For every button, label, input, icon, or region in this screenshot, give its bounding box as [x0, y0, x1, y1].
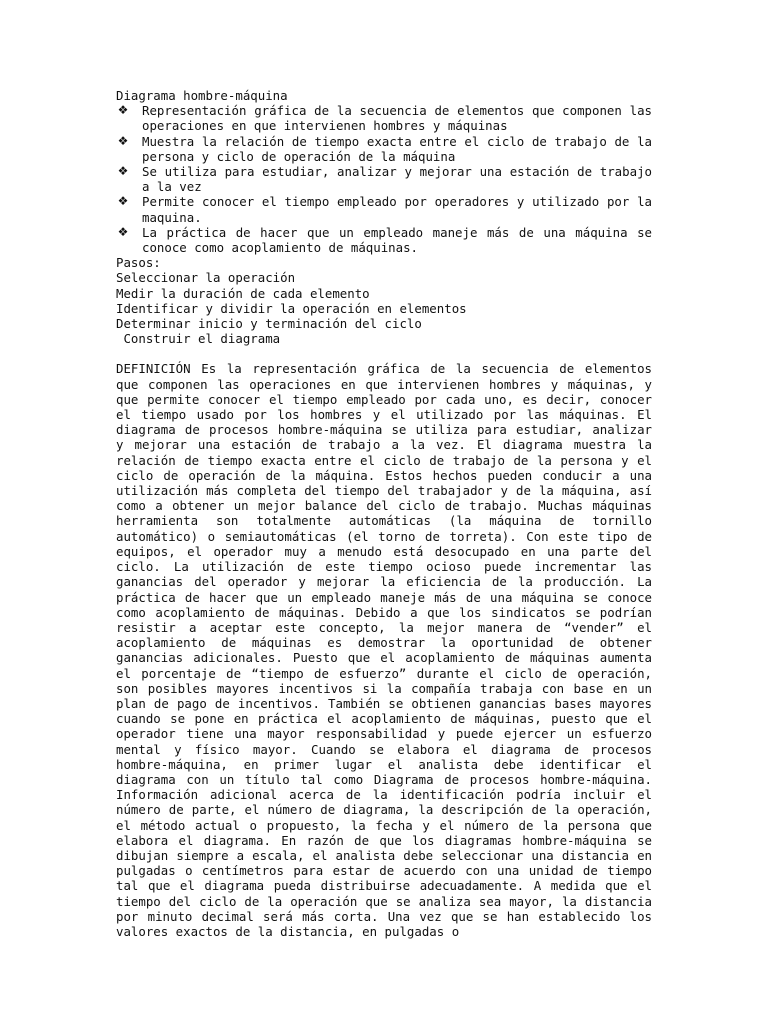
step-item: Identificar y dividir la operación en elementos	[116, 300, 467, 316]
bullet-item	[116, 194, 652, 224]
steps-title: Pasos:	[116, 255, 161, 271]
step-item: Determinar inicio y terminación del ciclo	[116, 316, 422, 332]
diamond-bullet-icon: ❖	[117, 194, 129, 209]
bullet-list	[116, 103, 652, 255]
document-page	[116, 88, 652, 939]
document-heading: Diagrama hombre-máquina	[116, 88, 288, 103]
paragraph-gap	[116, 346, 652, 361]
definition-paragraph: DEFINICIÓN Es la representación gráfica de la secuencia de elementos que componen las operaciones en que intervienen hombres y máquinas, y que permite conocer el tiempo empleado por cada uno, es decir, conocer el tiempo usado por los hombres y el utilizado por las máquinas. El diagrama de procesos hombre-máquina se utiliza para estudiar, analizar y mejorar una estación de trabajo a la vez. El diagrama muestra la relación de tiempo exacta entre el ciclo de trabajo de la persona y el ciclo de operación de la máquina. Estos hechos pueden conducir a una utilización más completa del tiempo del trabajador y de la máquina, así como a obtener un mejor balance del ciclo de trabajo. Muchas máquinas herramienta son totalmente automáticas (la máquina de tornillo automático) o semiautomáticas (el torno de torreta). Con este tipo de equipos, el operador muy a menudo está desocupado en una parte del ciclo. La utilización de este tiempo ocioso puede incrementar las ganancias del operador y mejorar la eficiencia de la producción. La práctica de hacer que un empleado maneje más de una máquina se conoce como acoplamiento de máquinas. Debido a que los sindicatos se podrían resistir a aceptar este concepto, la mejor manera de “vender” el acoplamiento de máquinas es demostrar la oportunidad de obtener ganancias adicionales. Puesto que el acoplamiento de máquinas aumenta el porcentaje de “tiempo de esfuerzo” durante el ciclo de operación, son posibles mayores incentivos si la compañía trabaja con base en un plan de pago de incentivos. También se obtienen ganancias bases mayores cuando se pone en práctica el acoplamiento de máquinas, puesto que el operador tiene una mayor responsabilidad y puede ejercer un esfuerzo mental y físico mayor. Cuando se elabora el diagrama de procesos hombre-máquina, en primer lugar el analista debe identificar el diagrama con un título tal como Diagrama de procesos hombre-máquina. Información adicional acerca de la identificación podría incluir el número de parte, el número de diagrama, la descripción de la operación, el método actual o propuesto, la fecha y el número de la persona que elabora el diagrama. En razón de que los diagramas hombre-máquina se dibujan siempre a escala, el analista debe seleccionar una distancia en pulgadas o centímetros para estar de acuerdo con una unidad de tiempo tal que el diagrama pueda distribuirse adecuadamente. A medida que el tiempo del ciclo de la operación que se analiza sea mayor, la distancia por minuto decimal será más corta. Una vez que se han establecido los valores exactos de la distancia, en pulgadas o	[116, 361, 652, 939]
bullet-item	[116, 103, 652, 133]
diamond-bullet-icon: ❖	[117, 103, 129, 118]
bullet-item	[116, 134, 652, 164]
step-item: Medir la duración de cada elemento	[116, 285, 370, 301]
bullet-text: Se utiliza para estudiar, analizar y mejorar una estación de trabajo a la vez	[142, 164, 652, 195]
diamond-bullet-icon: ❖	[117, 224, 129, 239]
bullet-text: Representación gráfica de la secuencia de elementos que componen las operaciones en que intervienen hombres y máquinas	[142, 103, 652, 134]
diamond-bullet-icon: ❖	[117, 133, 129, 148]
bullet-item	[116, 225, 652, 255]
bullet-text: Permite conocer el tiempo empleado por operadores y utilizado por la maquina.	[142, 194, 652, 225]
steps-list	[116, 270, 652, 346]
bullet-text: La práctica de hacer que un empleado maneje más de una máquina se conoce como acoplamiento de máquinas.	[142, 224, 652, 256]
bullet-item	[116, 164, 652, 194]
step-item: Construir el diagrama	[116, 331, 281, 347]
step-item: Seleccionar la operación	[116, 270, 296, 286]
diamond-bullet-icon: ❖	[117, 164, 129, 179]
bullet-text: Muestra la relación de tiempo exacta entre el ciclo de trabajo de la persona y ciclo de operación de la máquina	[142, 133, 652, 164]
